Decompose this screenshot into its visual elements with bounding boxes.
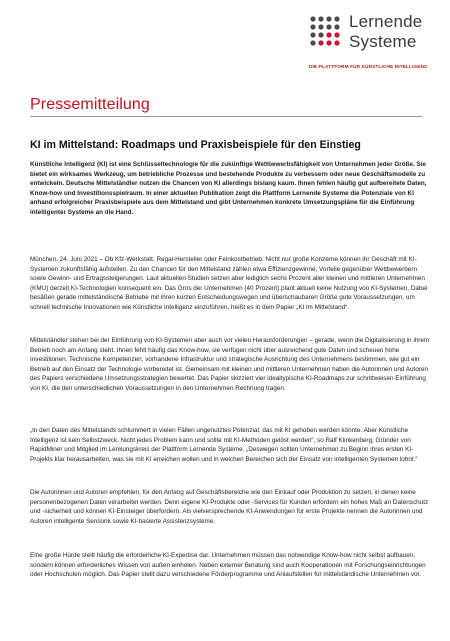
body-paragraph-3: „In den Daten des Mittelstands schlummert in vielen Fällen ungenutztes Potenzial, das mit KI gehoben werden könnte. Aber Künstliche Intelligenz ist kein Selbstzweck. Nicht jedes Problem kann und sollte mit KI-Methoden gelöst werden“, so Ralf Klinkenberg, Gründer von RapidMiner und Mitglied im Lenkungskreis der Plattform Lernende Systeme. „Deswegen sollten Unternehmen zu Beginn ihres ersten KI-Projekts klar herausarbeiten, was sie mit KI erreichen wollen und in welchen Bereichen sich der Einsatz von intelligenten Systemen lohnt.“ [30, 427, 418, 463]
logo-word-systeme: Systeme [349, 32, 417, 51]
lernende-systeme-logo [306, 12, 450, 78]
press-release-heading: Pressemitteilung [30, 96, 150, 113]
body-paragraph-1: München, 24. Juni 2021 – Ob Kfz-Werkstatt, Regal-Hersteller oder Feinkostbetrieb: Nicht nur große Konzerne können ihr Geschäft mit KI-Systemen zukunftsfähig aufstellen. Zu den Chancen für den Mittelstand zählen etwa Effizienzgewinne, Vorteile gegenüber Wettbewerbern sowie Gewinn- und Ertragssteigerungen. Laut aktuellen Studien setzen aber lediglich sechs Prozent aller kleinen und mittleren Unternehmen (KMU) derzeit KI-Technologien konsequent ein. Das Gros der Unternehmen (40 Prozent) plant aktuell keine Nutzung von KI-Systemen. Dabei besäßen gerade mittelständische Betriebe mit ihren kurzen Entscheidungswegen und überschaubaren Größe gute Voraussetzungen, um schnell technische Innovationen wie Künstliche Intelligenz einzuführen, heißt es in dem Papier „KI im Mittelstand“. [30, 256, 428, 311]
body-paragraph-5: Eine große Hürde stellt häufig die erforderliche KI-Expertise dar. Unternehmen müssen das notwendige Know-how nicht selbst aufbauen, sondern können erforderliches Wissen von außen einholen. Neben externer Beratung sind auch Kooperationen mit Forschungseinrichtungen oder Hochschulen möglich. Das Papier stellt dazu verschiedene Förderprogramme und Anlaufstellen für mittelständische Unternehmen vor. [30, 552, 426, 578]
logo-tagline: DIE PLATTFORM FÜR KÜNSTLICHE INTELLIGENZ [309, 64, 428, 69]
lead-paragraph: Künstliche Intelligenz (KI) ist eine Schlüsseltechnologie für die zukünftige Wettbewerbsfähigkeit von Unternehmen jeder Größe. Sie bietet ein wirksames Werkzeug, um betriebliche Prozesse und bestehende Produkte zu verbessern oder neue Geschäftsmodelle zu entwickeln. Deutsche Mittelständler nutzen die Chancen von KI allerdings bislang kaum. Ihnen fehlen häufig gut aufbereitete Daten, Know-how und Investitionsspielraum. In einer aktuellen Publikation zeigt die Plattform Lernende Systeme die Potenziale von KI anhand erfolgreicher Praxisbeispiele aus dem Mittelstand und gibt Unternehmen konkrete Umsetzungspläne für die Einführung intelligenter Systeme an die Hand. [30, 161, 427, 216]
body-paragraph-2: Mittelständler stehen bei der Einführung von KI-Systemen aber auch vor vielen Herausforderungen – gerade, wenn die Digitalisierung in ihrem Betrieb noch am Anfang steht. Ihnen fehlt häufig das Know-how, sie verfügen nicht über ausreichend gute Daten und scheuen hohe Investitionen. Technische Kompetenzen, vorhandene Infrastruktur und strategische Ausrichtung des Unternehmens bestimmen, wie gut ein Betrieb auf den Einsatz der Technologie vorbereitet ist. Gemeinsam mit kleinen und mittleren Unternehmen haben die Autorinnen und Autoren des Papiers verschiedene Umsetzungsstrategien bewertet. Das Papier skizziert vier idealtypische KI-Roadmaps zur schrittweisen Einführung von KI, die den unterschiedlichen Voraussetzungen in den Unternehmen Rechnung tragen. [30, 337, 430, 392]
heading-divider [30, 116, 422, 117]
body-paragraph-4: Die Autorinnen und Autoren empfehlen, für den Anfang auf Geschäftsbereiche wie den Einkauf oder Produktion zu setzen, in denen keine personenbezogenen Daten verarbeitet werden. Denn eigene KI-Produkte oder -Services für Kunden erfordern ein hohes Maß an Datenschutz und -sicherheit und können KI-Einsteiger überfordern. Als vielversprechende KI-Anwendungen für erste Projekte nennen die Autorinnen und Autoren intelligente Sensorik sowie KI-basierte Assistenzsysteme. [30, 489, 429, 525]
logo-mark-icon [307, 13, 347, 53]
logo-word-lernende: Lernende [349, 12, 423, 31]
article-title: KI im Mittelstand: Roadmaps und Praxisbeispiele für den Einstieg [30, 139, 361, 151]
